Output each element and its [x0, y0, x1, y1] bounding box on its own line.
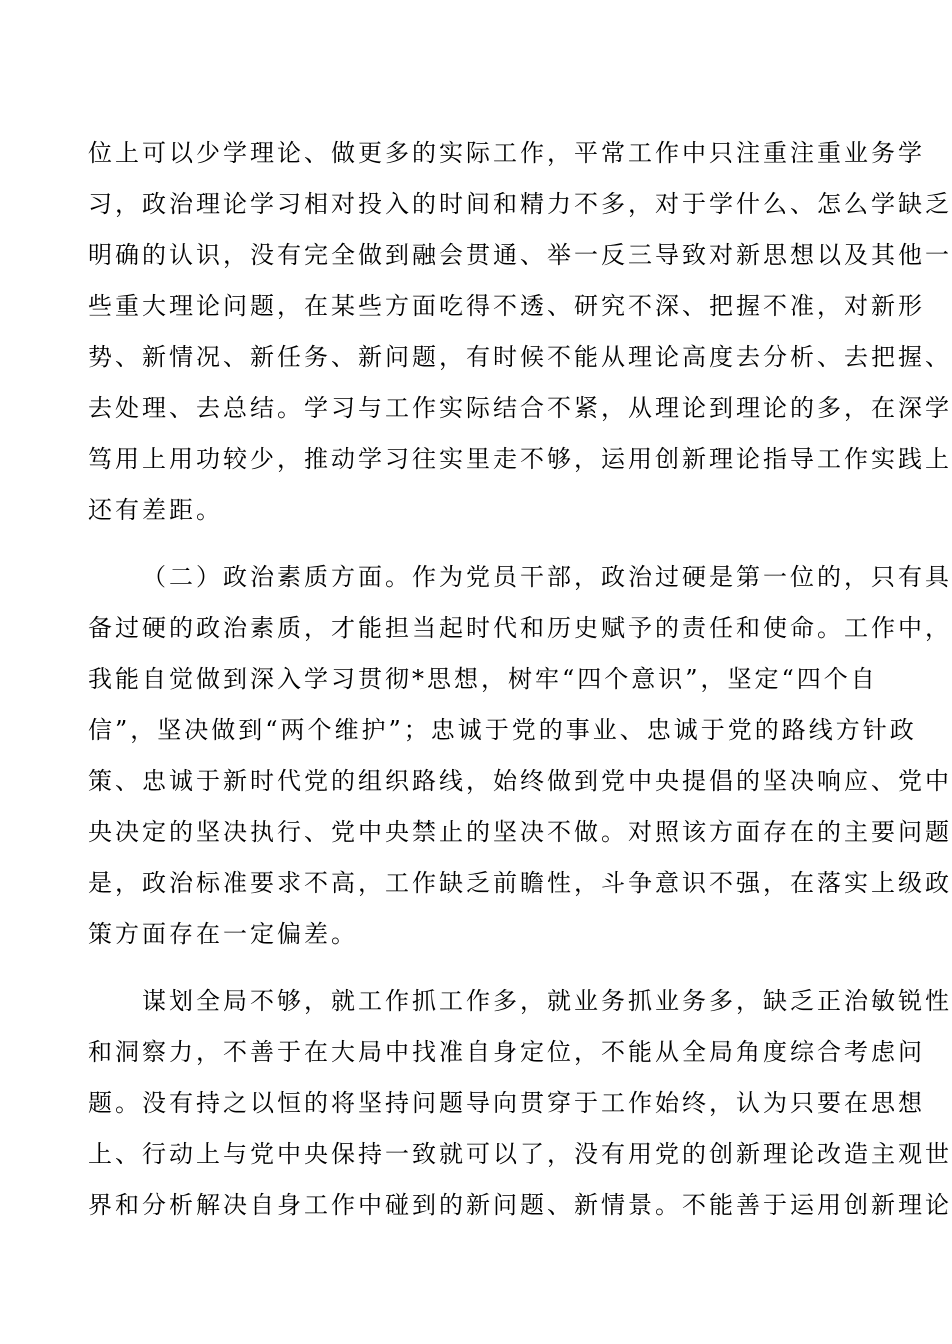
- text-line: 位上可以少学理论、做更多的实际工作，平常工作中只注重注重业务学: [88, 139, 925, 167]
- paragraph-theory-study: [88, 128, 952, 536]
- text-line: 备过硬的政治素质，才能担当起时代和历史赋予的责任和使命。工作中，: [88, 614, 952, 642]
- text-line: 我能自觉做到深入学习贯彻*思想，树牢“四个意识”，坚定“四个自: [88, 665, 878, 693]
- text-line: 策方面存在一定偏差。: [88, 920, 358, 948]
- text-line: 笃用上用功较少，推动学习往实里走不够，运用创新理论指导工作实践上: [88, 445, 952, 473]
- text-line: 去处理、去总结。学习与工作实际结合不紧，从理论到理论的多，在深学: [88, 394, 952, 422]
- text-line: 界和分析解决自身工作中碰到的新问题、新情景。不能善于运用创新理论: [88, 1191, 952, 1219]
- text-line: 题。没有持之以恒的将坚持问题导向贯穿于工作始终，认为只要在思想: [88, 1089, 925, 1117]
- text-line: 信”，坚决做到“两个维护”；忠诚于党的事业、忠诚于党的路线方针政: [88, 716, 917, 744]
- text-line: 是，政治标准要求不高，工作缺乏前瞻性，斗争意识不强，在落实上级政: [88, 869, 952, 897]
- paragraph-political-quality: [88, 552, 952, 960]
- text-line: 和洞察力，不善于在大局中找准自身定位，不能从全局角度综合考虑问: [88, 1038, 925, 1066]
- text-line: 明确的认识，没有完全做到融会贯通、举一反三导致对新思想以及其他一: [88, 241, 952, 269]
- text-line: 策、忠诚于新时代党的组织路线，始终做到党中央提倡的坚决响应、党中: [88, 767, 952, 795]
- text-line: （二）政治素质方面。作为党员干部，政治过硬是第一位的，只有具: [142, 563, 952, 591]
- document-body: [88, 128, 952, 1231]
- text-line: 谋划全局不够，就工作抓工作多，就业务抓业务多，缺乏正治敏锐性: [142, 987, 952, 1015]
- text-line: 央决定的坚决执行、党中央禁止的坚决不做。对照该方面存在的主要问题: [88, 818, 952, 846]
- text-line: 习，政治理论学习相对投入的时间和精力不多，对于学什么、怎么学缺乏: [88, 190, 952, 218]
- text-line: 上、行动上与党中央保持一致就可以了，没有用党的创新理论改造主观世: [88, 1140, 952, 1168]
- text-line: 些重大理论问题，在某些方面吃得不透、研究不深、把握不准，对新形: [88, 292, 925, 320]
- text-line: 还有差距。: [88, 496, 223, 524]
- text-line: 势、新情况、新任务、新问题，有时候不能从理论高度去分析、去把握、: [88, 343, 952, 371]
- paragraph-gap: [88, 960, 864, 976]
- paragraph-overall-planning: [88, 976, 952, 1231]
- paragraph-gap: [88, 536, 864, 552]
